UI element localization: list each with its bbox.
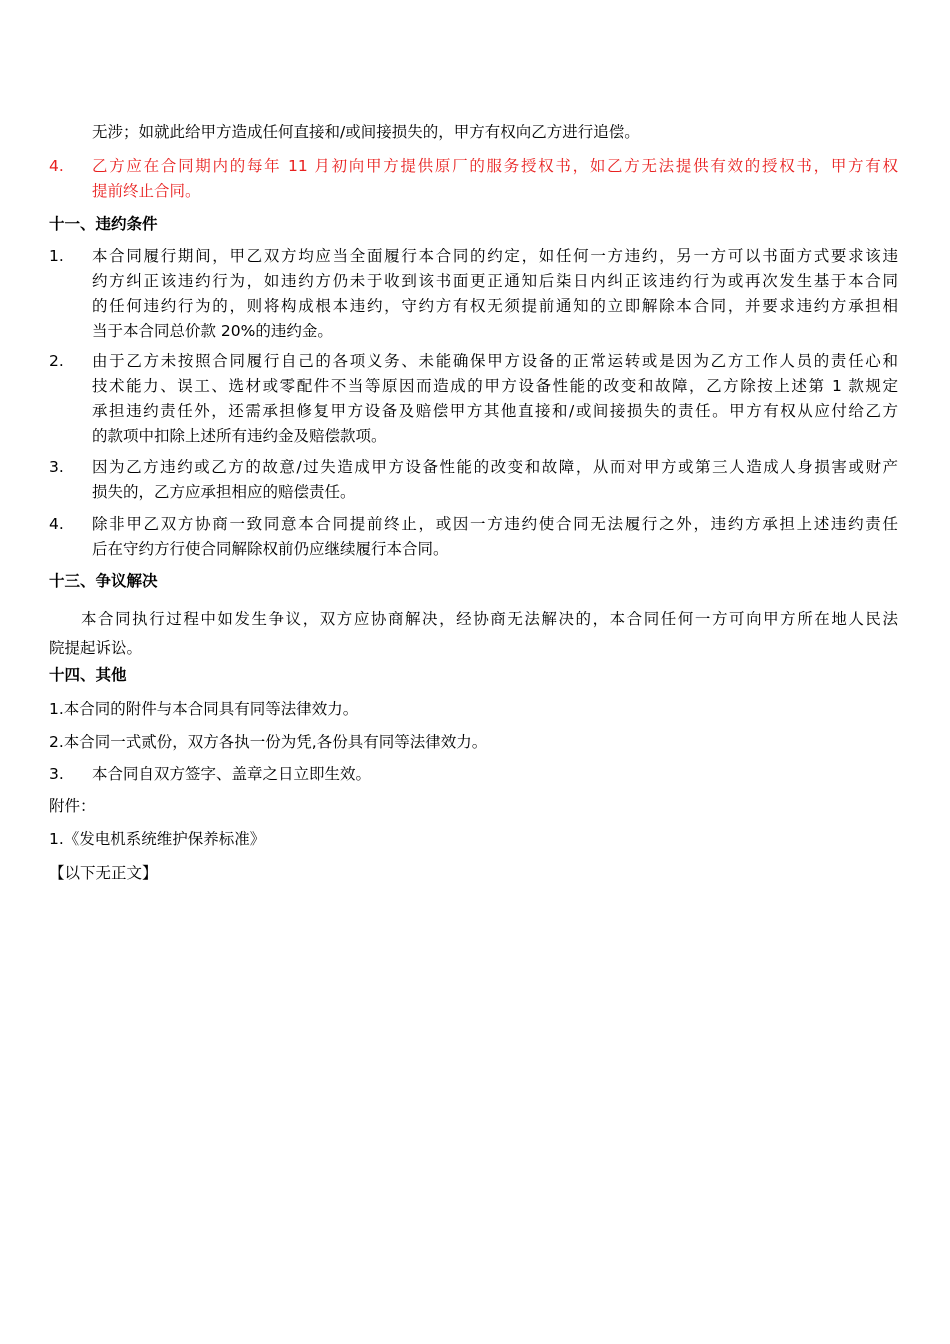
clause11-item1-line-3: 的任何违约行为的，则将构成根本违约，守约方有权无须提前通知的立即解除本合同，并要求违约方承担相 xyxy=(92,297,898,315)
attachments-label: 附件： xyxy=(49,797,96,815)
clause13-paragraph-line-1: 本合同执行过程中如发生争议，双方应协商解决，经协商无法解决的，本合同任何一方可向甲方所在地人民法 xyxy=(81,610,898,628)
clause14-item3-number: 3. xyxy=(49,765,64,783)
clause13-paragraph-line-2: 院提起诉讼。 xyxy=(49,639,143,657)
clause11-item2-line-2: 技术能力、误工、选材或零配件不当等原因而造成的甲方设备性能的改变和故障，乙方除按上述第 1 款规定 xyxy=(92,377,898,395)
clause11-item2-line-4: 的款项中扣除上述所有违约金及赔偿款项。 xyxy=(92,427,387,445)
clause10-item4-line-1: 乙方应在合同期内的每年 11 月初向甲方提供原厂的服务授权书，如乙方无法提供有效的授权书，甲方有权 xyxy=(92,157,898,175)
clause11-item4-line-2: 后在守约方行使合同解除权前仍应继续履行本合同。 xyxy=(92,540,449,558)
clause11-item2-line-3: 承担违约责任外，还需承担修复甲方设备及赔偿甲方其他直接和/或间接损失的责任。甲方有权从应付给乙方 xyxy=(92,402,898,420)
clause11-item1-line-1: 本合同履行期间，甲乙双方均应当全面履行本合同的约定，如任何一方违约，另一方可以书面方式要求该违 xyxy=(92,247,898,265)
clause14-item1: 1.本合同的附件与本合同具有同等法律效力。 xyxy=(49,700,359,718)
clause11-item3-number: 3. xyxy=(49,458,64,476)
clause11-item2-line-1: 由于乙方未按照合同履行自己的各项义务、未能确保甲方设备的正常运转或是因为乙方工作人员的责任心和 xyxy=(92,352,898,370)
clause11-item2-number: 2. xyxy=(49,352,64,370)
clause10-item4-number: 4. xyxy=(49,157,64,175)
clause11-item1-number: 1. xyxy=(49,247,64,265)
clause11-item4-line-1: 除非甲乙双方协商一致同意本合同提前终止，或因一方违约使合同无法履行之外，违约方承担上述违约责任 xyxy=(92,515,898,533)
clause11-item3-line-2: 损失的，乙方应承担相应的赔偿责任。 xyxy=(92,483,356,501)
clause14-heading: 十四、其他 xyxy=(49,666,127,684)
clause14-item2: 2.本合同一式贰份，双方各执一份为凭,各份具有同等法律效力。 xyxy=(49,733,488,751)
clause13-heading: 十三、争议解决 xyxy=(49,572,158,590)
attachment-item-1: 1.《发电机系统维护保养标准》 xyxy=(49,830,266,848)
clause11-item1-line-4: 当于本合同总价款 20%的违约金。 xyxy=(92,322,333,340)
clause11-heading: 十一、违约条件 xyxy=(49,215,158,233)
clause14-item3-text: 本合同自双方签字、盖章之日立即生效。 xyxy=(92,765,372,783)
clause11-item4-number: 4. xyxy=(49,515,64,533)
end-of-text-note: 【以下无正文】 xyxy=(49,864,158,882)
clause11-item3-line-1: 因为乙方违约或乙方的故意/过失造成甲方设备性能的改变和故障，从而对甲方或第三人造成人身损害或财产 xyxy=(92,458,898,476)
clause11-item1-line-2: 约方纠正该违约行为，如违约方仍未于收到该书面更正通知后柒日内纠正该违约行为或再次发生基于本合同 xyxy=(92,272,898,290)
clause10-continuation-line: 无涉；如就此给甲方造成任何直接和/或间接损失的，甲方有权向乙方进行追偿。 xyxy=(92,123,640,141)
clause10-item4-line-2: 提前终止合同。 xyxy=(92,182,201,200)
